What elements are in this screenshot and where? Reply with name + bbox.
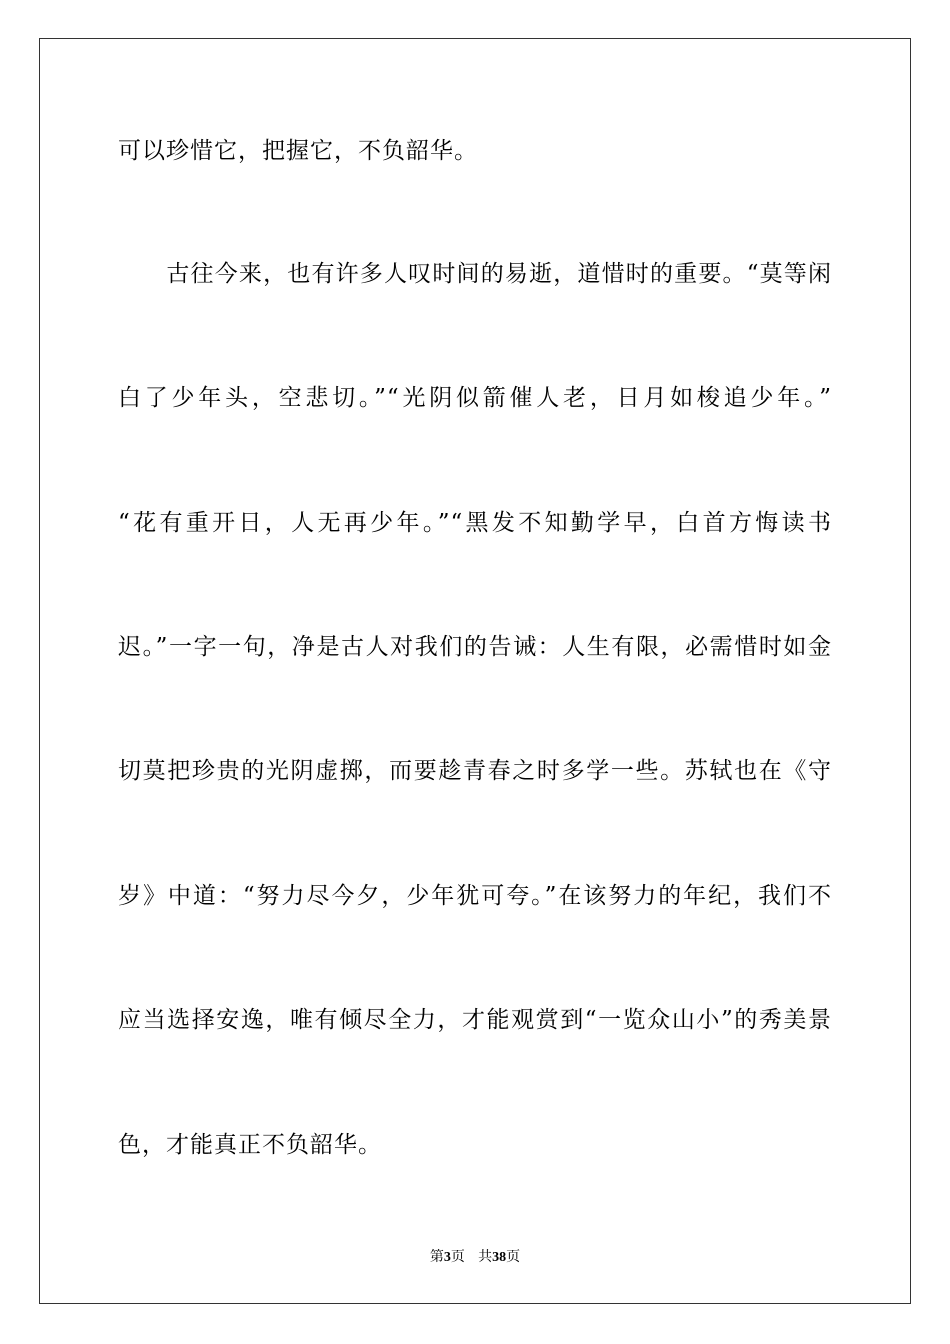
page-border — [39, 38, 911, 1304]
page-number: 3 — [443, 1250, 451, 1265]
text-line-2: 古往今来，也有许多人叹时间的易逝，道惜时的重要。“莫等闲 — [118, 261, 832, 287]
text-line-8: 应当选择安逸，唯有倾尽全力，才能观赏到“一览众山小”的秀美景 — [118, 1007, 832, 1033]
page-prefix: 第 — [429, 1249, 444, 1265]
text-line-6: 切莫把珍贵的光阴虚掷，而要趁青春之时多学一些。苏轼也在《守 — [118, 758, 832, 784]
total-prefix: 共 — [478, 1249, 493, 1265]
total-suffix: 页 — [506, 1249, 521, 1265]
text-line-5: 迟。”一字一句，净是古人对我们的告诫：人生有限，必需惜时如金 — [118, 634, 832, 660]
text-line-9: 色，才能真正不负韶华。 — [118, 1132, 382, 1158]
text-line-7: 岁》中道：“努力尽今夕，少年犹可夸。”在该努力的年纪，我们不 — [118, 883, 832, 909]
text-line-1: 可以珍惜它，把握它，不负韶华。 — [118, 138, 478, 164]
total-pages: 38 — [492, 1250, 507, 1265]
text-line-4: “花有重开日，人无再少年。”“黑发不知勤学早，白首方悔读书 — [118, 510, 832, 536]
page-footer — [0, 1248, 950, 1267]
page-suffix: 页 — [450, 1249, 465, 1265]
text-line-3: 白了少年头，空悲切。”“光阴似箭催人老，日月如梭追少年。” — [118, 385, 832, 411]
